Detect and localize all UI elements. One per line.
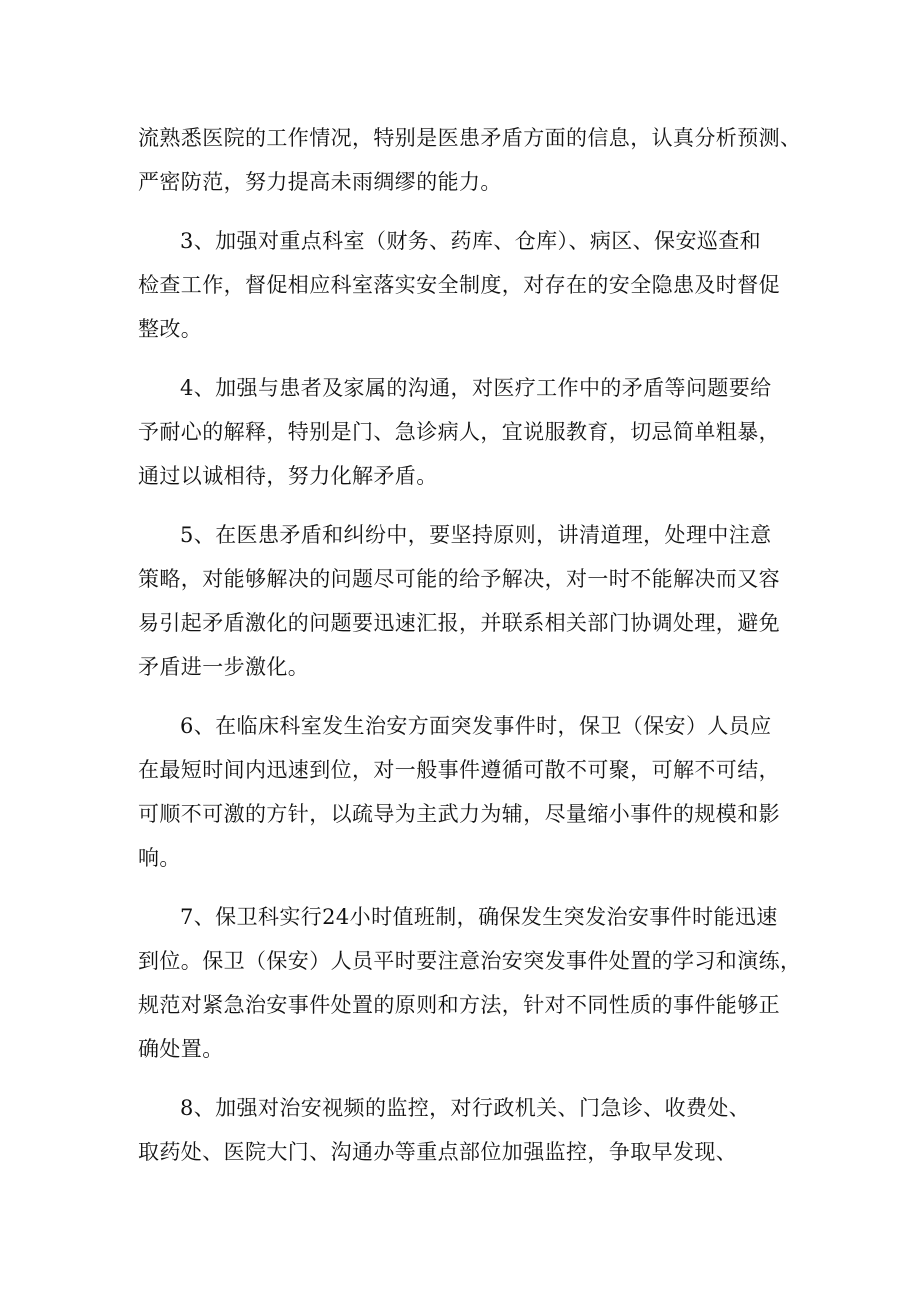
text-line: 流熟悉医院的工作情况，特别是医患矛盾方面的信息，认真分析预测、 <box>138 126 802 150</box>
text-line: 整改。 <box>138 317 203 341</box>
text-line: 策略，对能够解决的问题尽可能的给予解决，对一时不能解决而又容 <box>138 567 780 591</box>
text-line: 检查工作，督促相应科室落实安全制度，对存在的安全隐患及时督促 <box>138 273 780 297</box>
text-line: 7、保卫科实行24小时值班制，确保发生突发治安事件时能迅速 <box>180 905 778 929</box>
text-line: 易引起矛盾激化的问题要迅速汇报，并联系相关部门协调处理，避免 <box>138 611 780 635</box>
text-line: 5、在医患矛盾和纠纷中，要坚持原则，讲清道理，处理中注意 <box>180 523 772 547</box>
text-line: 严密防范，努力提高未雨绸缪的能力。 <box>138 170 502 194</box>
paragraph-item-6 <box>138 704 794 880</box>
text-line: 4、加强与患者及家属的沟通，对医疗工作中的矛盾等问题要给 <box>180 376 772 400</box>
text-line: 确处置。 <box>138 1037 224 1061</box>
text-line: 响。 <box>138 846 181 870</box>
text-line: 可顺不可激的方针，以疏导为主武力为辅，尽量缩小事件的规模和影 <box>138 802 780 826</box>
text-line: 矛盾进一步激化。 <box>138 655 310 679</box>
paragraph-continuation <box>138 116 802 204</box>
text-line: 予耐心的解释，特别是门、急诊病人，宜说服教育，切忌简单粗暴， <box>138 420 780 444</box>
paragraph-item-3 <box>138 219 794 351</box>
text-line: 取药处、医院大门、沟通办等重点部位加强监控，争取早发现、 <box>138 1140 738 1164</box>
text-line: 3、加强对重点科室（财务、药库、仓库）、病区、保安巡查和 <box>180 229 762 253</box>
text-line: 6、在临床科室发生治安方面突发事件时，保卫（保安）人员应 <box>180 714 772 738</box>
text-line: 到位。保卫（保安）人员平时要注意治安突发事件处置的学习和演练， <box>138 949 802 973</box>
paragraph-item-7 <box>138 895 802 1071</box>
text-line: 8、加强对治安视频的监控，对行政机关、门急诊、收费处、 <box>180 1096 751 1120</box>
text-line: 通过以诚相待，努力化解矛盾。 <box>138 464 438 488</box>
paragraph-item-8 <box>138 1086 794 1174</box>
text-line: 规范对紧急治安事件处置的原则和方法，针对不同性质的事件能够正 <box>138 993 780 1017</box>
document-body <box>138 116 802 1189</box>
paragraph-item-4 <box>138 366 794 498</box>
text-line: 在最短时间内迅速到位，对一般事件遵循可散不可聚，可解不可结， <box>138 758 780 782</box>
paragraph-item-5 <box>138 513 794 689</box>
